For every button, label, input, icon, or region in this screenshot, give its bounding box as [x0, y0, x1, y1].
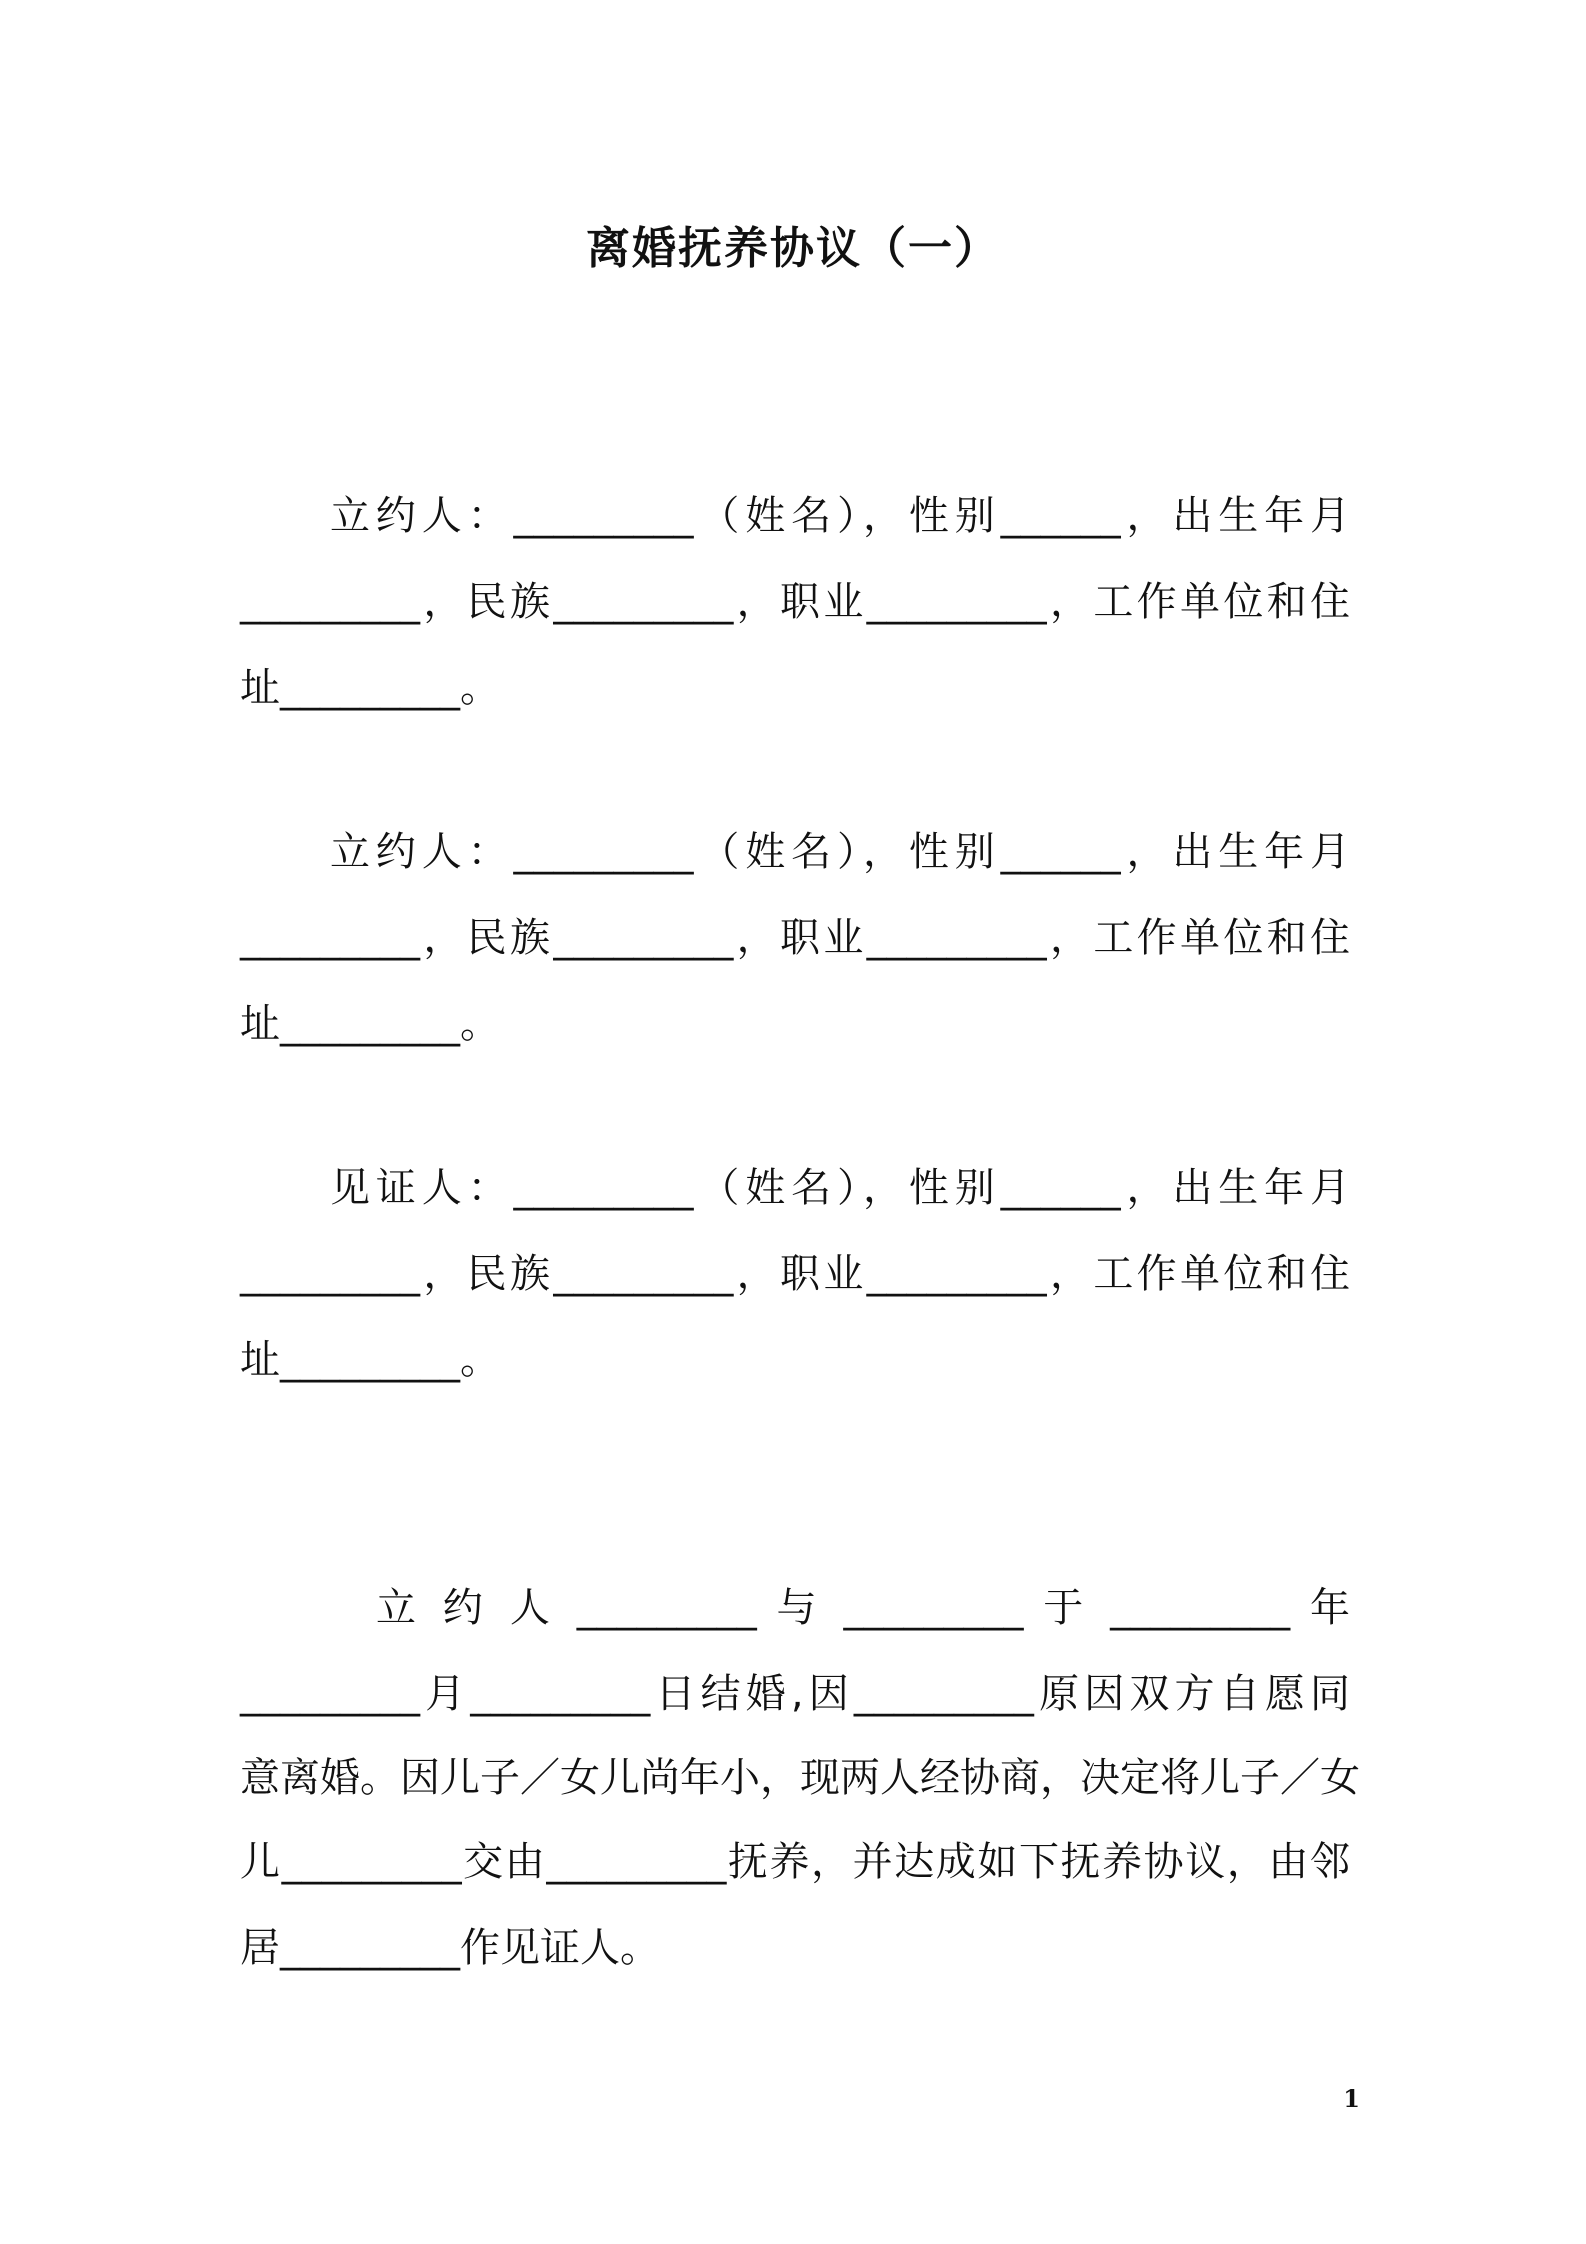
party1-line-2: _________，民族_________，职业_________，工作单位和住 [240, 579, 1350, 625]
party1-line-1: 立约人：_________（姓名），性别______，出生年月 [330, 493, 1350, 539]
party2-line-3: 址_________。 [240, 1001, 500, 1047]
agreement-line-5: 居_________作见证人。 [240, 1925, 660, 1971]
agreement-line-1: 立 约 人 _________ 与 _________ 于 _________ 年 [376, 1585, 1350, 1631]
page-number: 1 [1343, 2084, 1360, 2113]
witness-line-3: 址_________。 [240, 1337, 500, 1383]
witness-line-1: 见证人：_________（姓名），性别______，出生年月 [330, 1165, 1350, 1211]
witness-line-2: _________，民族_________，职业_________，工作单位和住 [240, 1251, 1350, 1297]
agreement-line-4: 儿_________交由_________抚养，并达成如下抚养协议，由邻 [240, 1839, 1350, 1885]
party1-line-3: 址_________。 [240, 665, 500, 711]
party2-line-2: _________，民族_________，职业_________，工作单位和住 [240, 915, 1350, 961]
party2-line-1: 立约人：_________（姓名），性别______，出生年月 [330, 829, 1350, 875]
agreement-line-2: _________月_________日结婚,因_________原因双方自愿同 [240, 1671, 1350, 1717]
document-title: 离婚抚养协议（一） [586, 223, 1000, 274]
agreement-line-3: 意离婚。因儿子／女儿尚年小，现两人经协商，决定将儿子／女 [240, 1755, 1360, 1801]
